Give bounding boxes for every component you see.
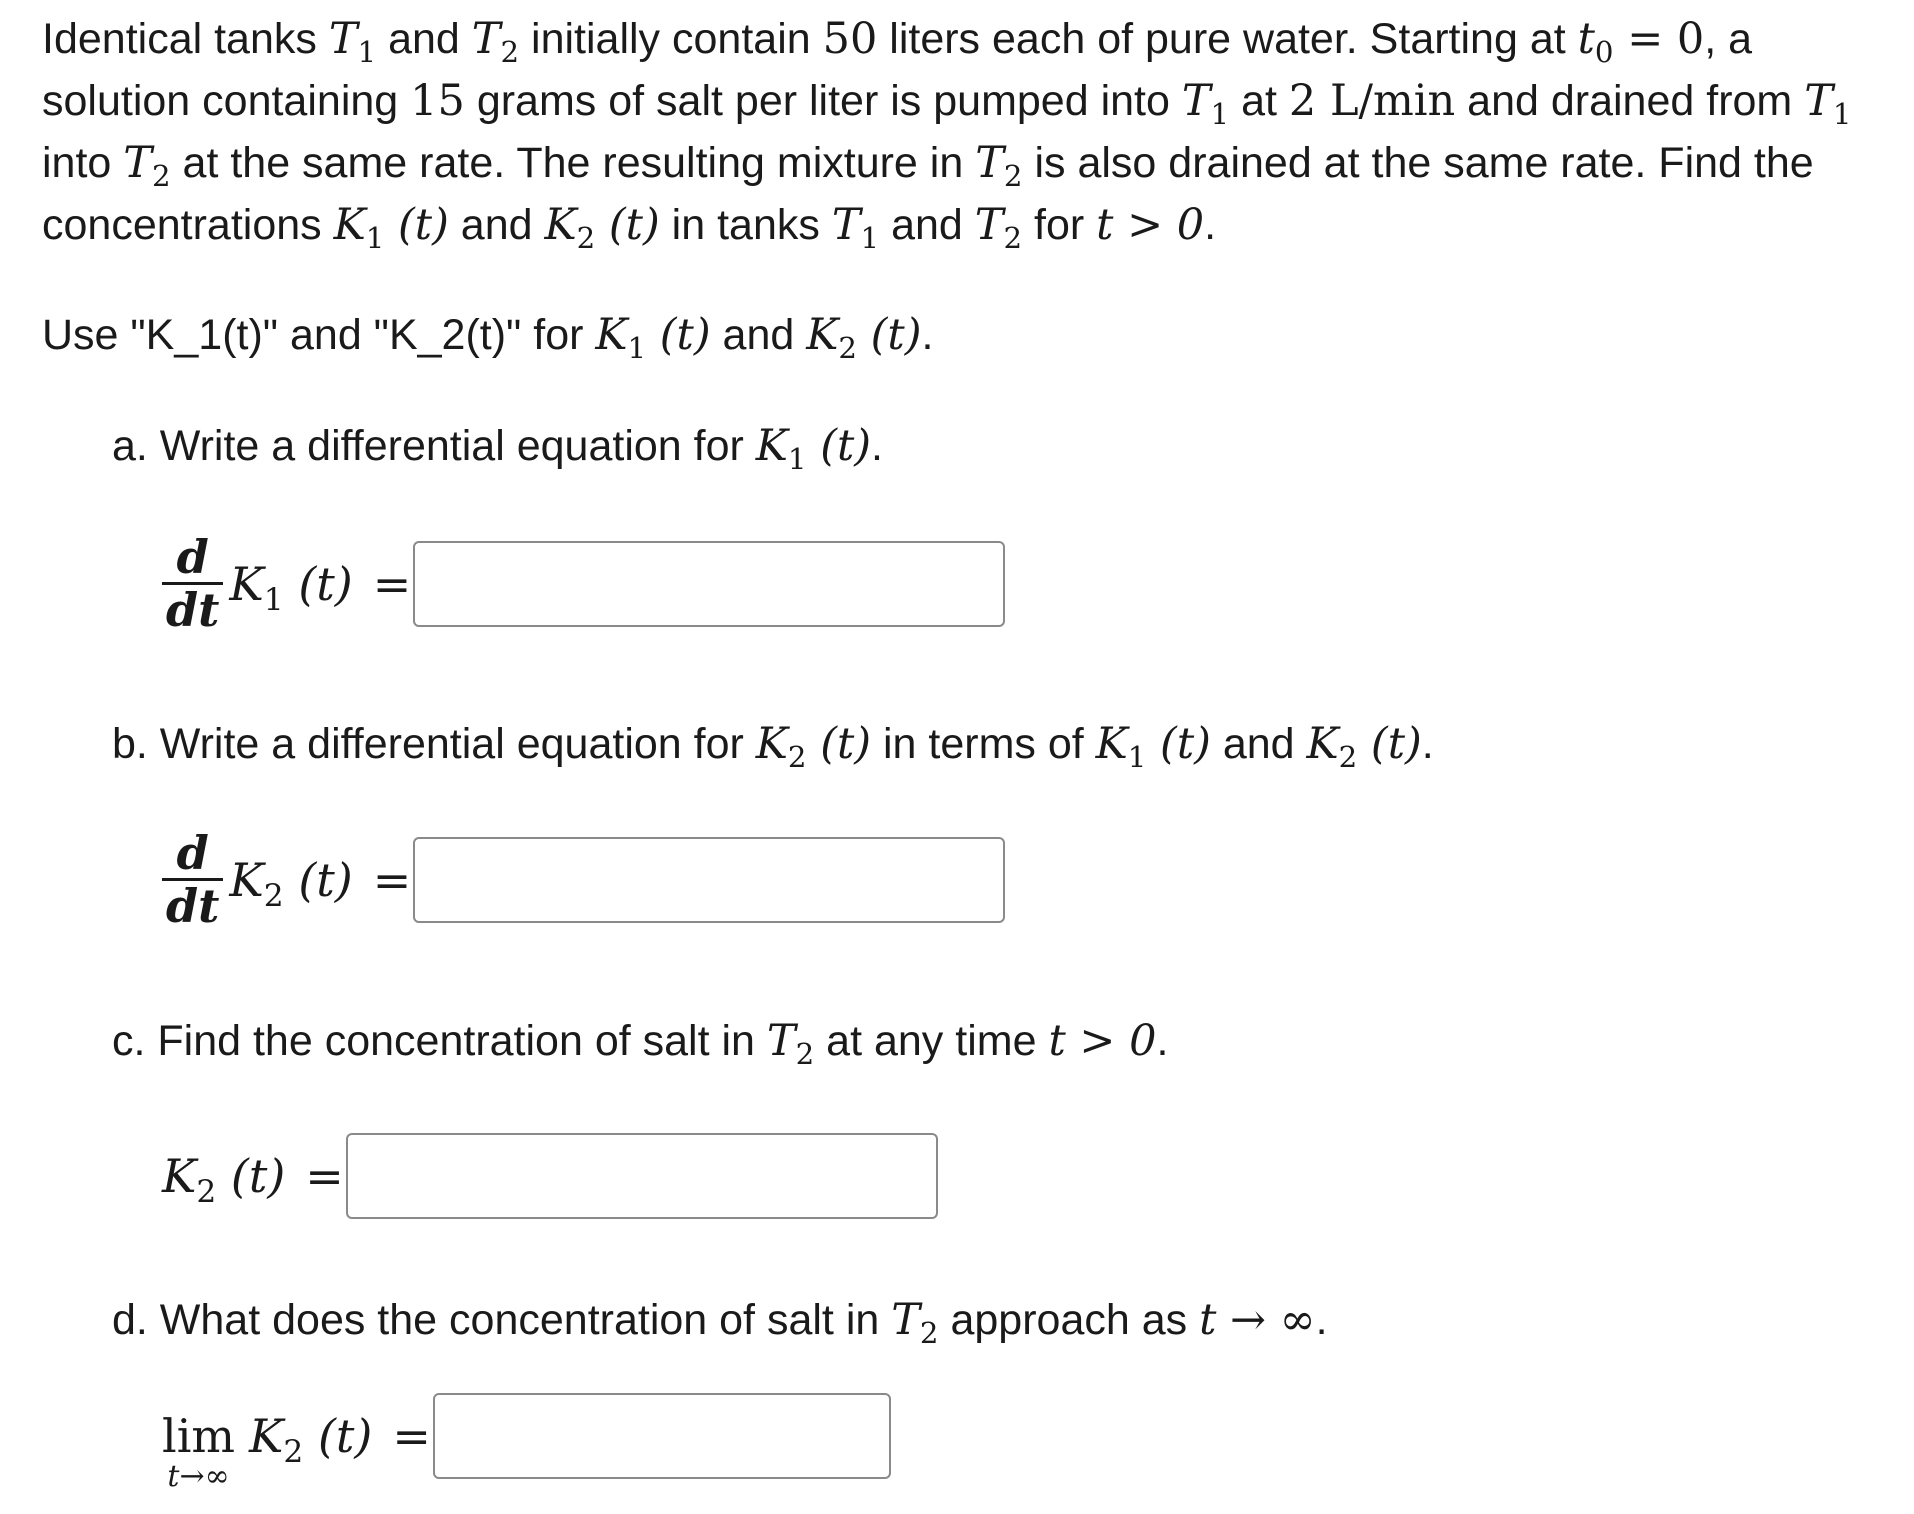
concentration-symbol: K xyxy=(755,421,788,471)
subscript: 2 xyxy=(151,159,171,194)
concentration-symbol: K xyxy=(162,1149,197,1203)
function-argument: (t) xyxy=(1146,719,1211,769)
text: at any time xyxy=(814,1017,1049,1065)
part-b-equation xyxy=(162,828,1005,931)
time-condition: t > 0 xyxy=(1096,200,1205,250)
equation-lhs xyxy=(229,852,353,914)
subscript: 2 xyxy=(1338,740,1358,775)
text: in terms of xyxy=(871,720,1096,768)
text: approach as xyxy=(938,1296,1200,1344)
equation-lhs xyxy=(249,1409,373,1470)
subscript: 1 xyxy=(1127,740,1147,775)
text: and xyxy=(710,311,807,359)
text: and xyxy=(1210,720,1307,768)
concentration-symbol: K xyxy=(755,719,788,769)
subscript: 2 xyxy=(263,877,284,914)
part-c-prompt xyxy=(112,1010,1168,1072)
tank-symbol: T xyxy=(123,138,152,188)
tank-symbol: T xyxy=(1804,76,1833,126)
equals-sign: = xyxy=(372,556,412,611)
function-argument: (t) xyxy=(646,310,711,360)
problem-statement xyxy=(42,8,1902,256)
tank-symbol: T xyxy=(1181,76,1211,126)
notation-instruction xyxy=(42,304,933,366)
subscript: 2 xyxy=(500,35,520,70)
subscript: 2 xyxy=(283,1434,304,1470)
tank-symbol: T xyxy=(328,14,358,64)
text: and xyxy=(376,15,472,63)
concentration-symbol: K xyxy=(806,310,839,360)
part-a-equation xyxy=(162,532,1005,635)
limit-operator xyxy=(162,1410,235,1492)
limit-subscript: t→∞ xyxy=(167,1459,230,1494)
function-argument: (t) xyxy=(1357,719,1422,769)
concentration-symbol: K xyxy=(229,852,264,907)
equation-lhs xyxy=(162,1149,286,1210)
text: . xyxy=(871,422,883,470)
subscript: 2 xyxy=(1003,159,1023,194)
subscript: 1 xyxy=(263,581,284,618)
text: in tanks xyxy=(659,201,832,249)
limit-condition: t → ∞ xyxy=(1199,1295,1316,1345)
text: . xyxy=(1421,720,1434,768)
flow-rate: 2 L/min xyxy=(1288,76,1456,126)
text: liters each of pure water. Starting at xyxy=(877,15,1578,63)
text: and xyxy=(448,201,545,249)
text: at xyxy=(1229,77,1289,125)
part-a-prompt xyxy=(112,415,883,477)
text: and xyxy=(879,201,975,249)
subscript: 1 xyxy=(627,331,647,366)
concentration-symbol: K xyxy=(1095,719,1128,769)
part-d-prompt xyxy=(112,1289,1328,1351)
concentration-symbol: K xyxy=(595,310,628,360)
text: . xyxy=(921,311,934,359)
equation-lhs xyxy=(229,556,353,618)
function-argument: (t) xyxy=(216,1149,286,1203)
text: a. Write a differential equation for xyxy=(112,422,756,470)
text: d. What does the concentration of salt in xyxy=(112,1296,892,1344)
text: Identical tanks xyxy=(42,15,329,63)
subscript: 2 xyxy=(795,1037,815,1072)
equals-sign: = xyxy=(372,852,412,907)
subscript: 1 xyxy=(1832,97,1852,132)
time-condition: t > 0 xyxy=(1048,1016,1157,1066)
function-argument: (t) xyxy=(283,556,353,611)
derivative-numerator: d xyxy=(176,530,209,584)
text: grams of salt per liter is pumped into xyxy=(464,77,1182,125)
subscript: 2 xyxy=(838,331,857,366)
subscript: 2 xyxy=(1003,221,1023,256)
text: initially contain xyxy=(519,15,823,63)
derivative-fraction xyxy=(162,532,223,635)
derivative-denominator: dt xyxy=(162,582,223,635)
subscript: 2 xyxy=(576,221,596,256)
equals-sign: = xyxy=(392,1409,431,1463)
derivative-denominator: dt xyxy=(162,878,223,931)
part-c-equation xyxy=(162,1133,938,1219)
text: for xyxy=(1022,201,1097,249)
tank-symbol: T xyxy=(831,200,861,250)
part-d-answer-input[interactable] xyxy=(433,1393,891,1479)
function-argument: (t) xyxy=(283,852,353,907)
part-b-prompt xyxy=(112,713,1434,775)
time-value: = 0 xyxy=(1613,14,1705,64)
derivative-numerator: d xyxy=(176,826,209,880)
part-c-answer-input[interactable] xyxy=(346,1133,938,1219)
concentration-symbol: K xyxy=(1306,719,1339,769)
text: Use "K_1(t)" and "K_2(t)" for xyxy=(42,311,596,359)
concentration-symbol: K xyxy=(229,556,264,611)
concentration-symbol: K xyxy=(544,200,577,250)
volume-value: 50 xyxy=(822,14,878,64)
text: c. Find the concentration of salt in xyxy=(112,1017,767,1065)
concentration-symbol: K xyxy=(249,1409,284,1463)
time-symbol: t xyxy=(1577,14,1595,64)
text: . xyxy=(1156,1017,1169,1065)
tank-symbol: T xyxy=(975,138,1004,188)
part-d-equation xyxy=(162,1410,891,1492)
function-argument: (t) xyxy=(303,1409,373,1463)
equals-sign: = xyxy=(305,1149,344,1203)
text: . xyxy=(1204,201,1217,249)
tank-symbol: T xyxy=(891,1295,920,1345)
tank-symbol: T xyxy=(471,14,501,64)
subscript: 2 xyxy=(787,740,807,775)
limit-word: lim xyxy=(162,1409,236,1463)
text: at the same rate. The resulting mixture in xyxy=(170,139,976,187)
subscript: 1 xyxy=(860,221,880,256)
function-argument: (t) xyxy=(806,719,872,769)
text: is also drained at the same rate. Find the concentrations xyxy=(42,139,1814,249)
text: into xyxy=(42,139,124,187)
subscript: 2 xyxy=(196,1174,217,1210)
part-a-answer-input[interactable] xyxy=(413,541,1005,627)
text: , a solution containing xyxy=(42,15,1753,125)
concentration-symbol: K xyxy=(333,200,366,250)
subscript: 1 xyxy=(1210,97,1230,132)
subscript: 1 xyxy=(787,442,807,477)
text: . xyxy=(1315,1296,1328,1344)
function-argument: (t) xyxy=(384,200,449,250)
subscript: 0 xyxy=(1594,35,1614,70)
tank-symbol: T xyxy=(766,1016,796,1066)
function-argument: (t) xyxy=(856,310,922,360)
subscript: 1 xyxy=(357,35,377,70)
text: b. Write a differential equation for xyxy=(112,720,756,768)
part-b-answer-input[interactable] xyxy=(413,837,1005,923)
function-argument: (t) xyxy=(806,421,872,471)
function-argument: (t) xyxy=(595,200,660,250)
derivative-fraction xyxy=(162,828,223,931)
text: and drained from xyxy=(1455,77,1805,125)
subscript: 2 xyxy=(919,1316,939,1351)
subscript: 1 xyxy=(365,221,385,256)
tank-symbol: T xyxy=(974,200,1004,250)
concentration-value: 15 xyxy=(410,76,465,126)
